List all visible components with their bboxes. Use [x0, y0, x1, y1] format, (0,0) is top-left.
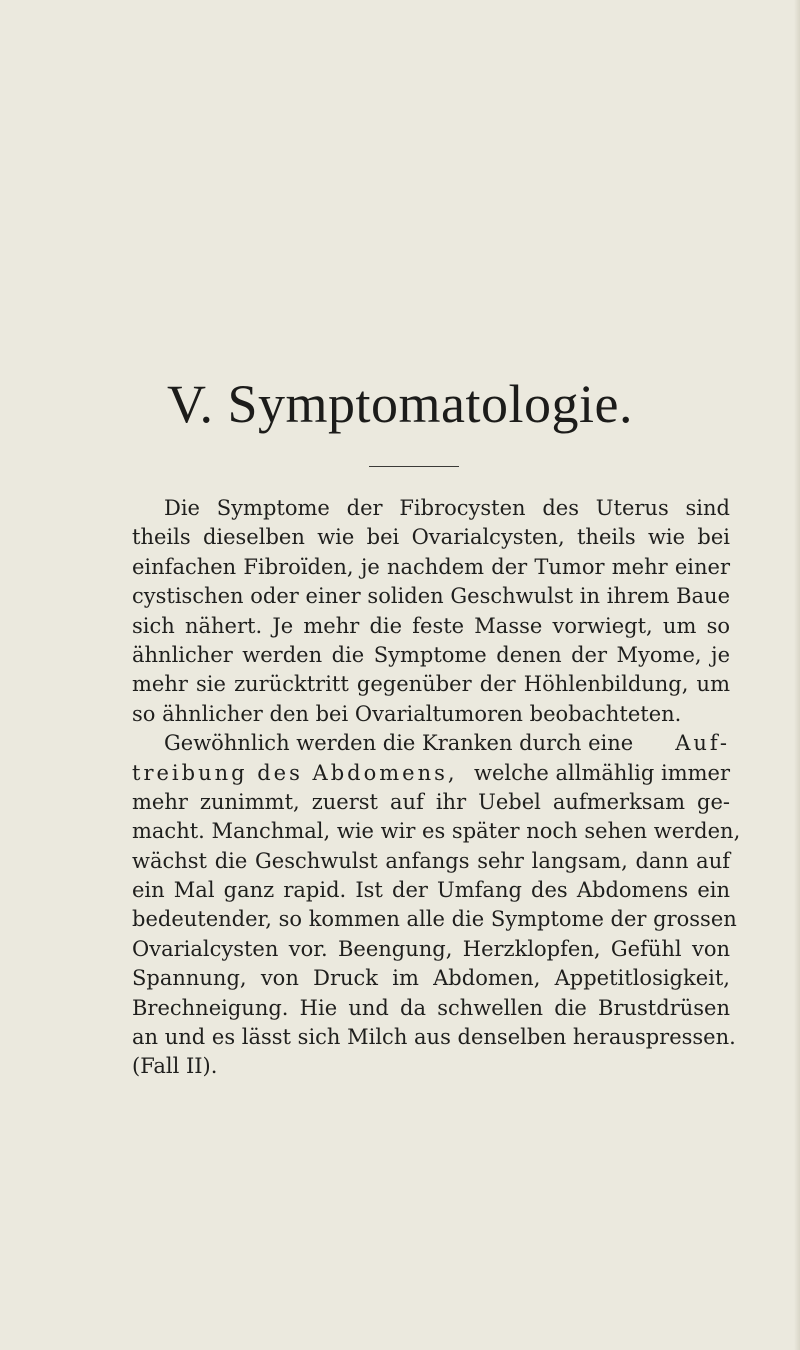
text-line: macht. Manchmal, wie wir es später noch sehen werden,	[132, 819, 741, 844]
text-line: ähnlicher werden die Symptome denen der Myome, je	[132, 642, 730, 667]
emphasis-text: Auf-	[675, 731, 730, 756]
text-line: einfachen Fibroïden, je nachdem der Tumor mehr einer	[132, 554, 730, 579]
chapter-heading: V. Symptomatologie.	[166, 374, 634, 434]
text-line: Brechneigung. Hie und da schwellen die Brustdrüsen	[132, 995, 730, 1020]
text-line: mehr zunimmt, zuerst auf ihr Uebel aufmerksam ge-	[132, 789, 730, 814]
text-line: sich nähert. Je mehr die feste Masse vorwiegt, um so	[132, 613, 730, 638]
text-line: ein Mal ganz rapid. Ist der Umfang des Abdomens ein	[132, 878, 730, 903]
body-text	[132, 494, 741, 1082]
text-line: wächst die Geschwulst anfangs sehr langsam, dann auf	[132, 848, 730, 873]
text-line	[132, 729, 730, 758]
text-segment: Gewöhnlich werden die Kranken durch eine	[164, 731, 634, 756]
heading-divider	[369, 466, 459, 467]
text-line: Ovarialcysten vor. Beengung, Herzklopfen, Gefühl von	[132, 936, 730, 961]
text-line: Die Symptome der Fibrocysten des Uterus sind	[164, 496, 730, 520]
emphasis-text: treibung des Abdomens,	[132, 760, 458, 785]
text-line: mehr sie zurücktritt gegenüber der Höhlenbildung, um	[132, 672, 730, 697]
text-line: (Fall II).	[132, 1054, 218, 1079]
text-line: cystischen oder einer soliden Geschwulst in ihrem Baue	[132, 584, 730, 609]
page-edge	[794, 0, 800, 1350]
text-line: an und es lässt sich Milch aus denselben herauspressen.	[132, 1025, 736, 1050]
text-line	[132, 759, 730, 788]
text-line: theils dieselben wie bei Ovarialcysten, theils wie bei	[132, 525, 730, 550]
text-line: so ähnlicher den bei Ovarialtumoren beobachteten.	[132, 701, 682, 726]
text-line: Spannung, von Druck im Abdomen, Appetitlosigkeit,	[132, 966, 730, 991]
text-line: bedeutender, so kommen alle die Symptome der grossen	[132, 907, 737, 932]
text-segment: welche allmählig immer	[474, 760, 730, 785]
